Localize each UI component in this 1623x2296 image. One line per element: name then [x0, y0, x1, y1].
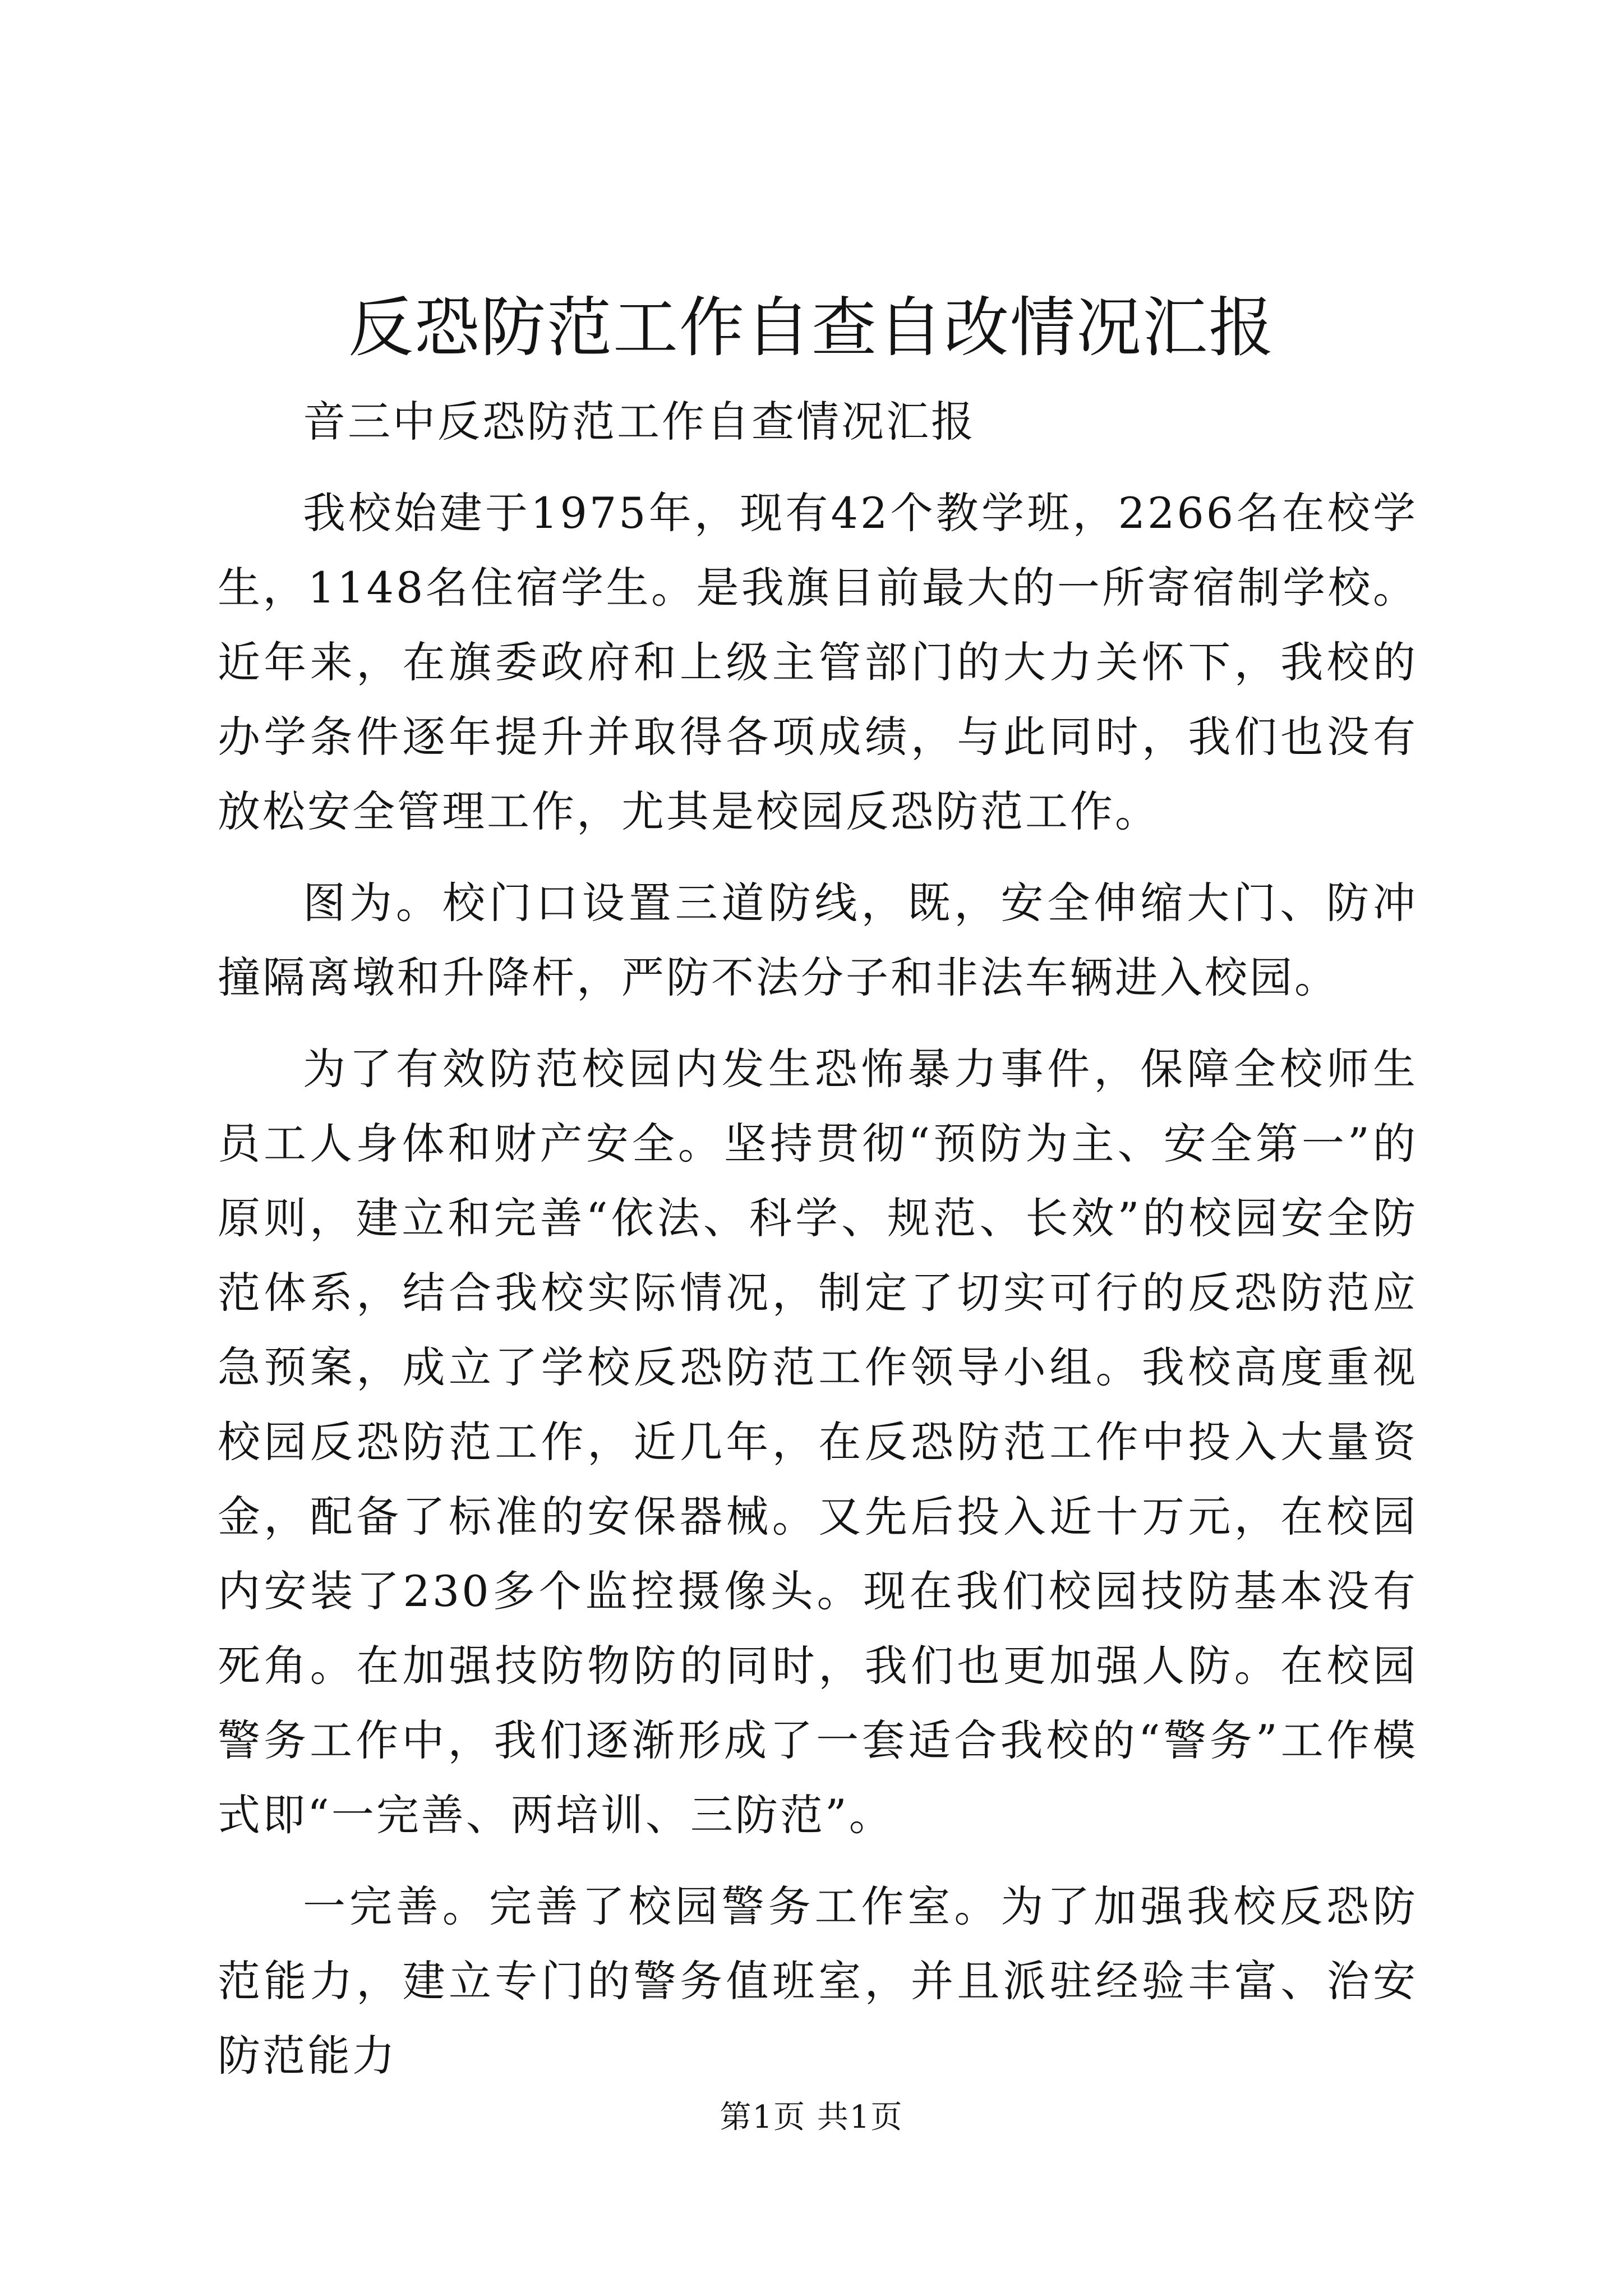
body-paragraph: 为了有效防范校园内发生恐怖暴力事件，保障全校师生员工人身体和财产安全。坚持贯彻“预防为主、安全第一”的原则，建立和完善“依法、科学、规范、长效”的校园安全防范体系，结合我校实际情况，制定了切实可行的反恐防范应急预案，成立了学校反恐防范工作领导小组。我校高度重视校园反恐防范工作，近几年，在反恐防范工作中投入大量资金，配备了标准的安保器械。又先后投入近十万元，在校园内安装了230多个监控摄像头。现在我们校园技防基本没有死角。在加强技防物防的同时，我们也更加强人防。在校园警务工作中，我们逐渐形成了一套适合我校的“警务”工作模式即“一完善、两培训、三防范”。	[218, 1044, 1418, 1840]
body-paragraph: 我校始建于1975年，现有42个教学班，2266名在校学生，1148名住宿学生。是我旗目前最大的一所寄宿制学校。近年来，在旗委政府和上级主管部门的大力关怀下，我校的办学条件逐年提升并取得各项成绩，与此同时，我们也没有放松安全管理工作，尤其是校园反恐防范工作。	[218, 488, 1418, 836]
subtitle-paragraph: 音三中反恐防范工作自查情况汇报	[303, 397, 976, 447]
document-title: 反恐防范工作自查自改情况汇报	[348, 290, 1275, 366]
page-footer: 第1页 共1页	[720, 2099, 903, 2136]
body-paragraph: 图为。校门口设置三道防线，既，安全伸缩大门、防冲撞隔离墩和升降杆，严防不法分子和非法车辆进入校园。	[218, 878, 1418, 1002]
document-body	[218, 384, 1418, 2110]
body-paragraph: 一完善。完善了校园警务工作室。为了加强我校反恐防范能力，建立专门的警务值班室，并且派驻经验丰富、治安防范能力	[218, 1881, 1418, 2081]
